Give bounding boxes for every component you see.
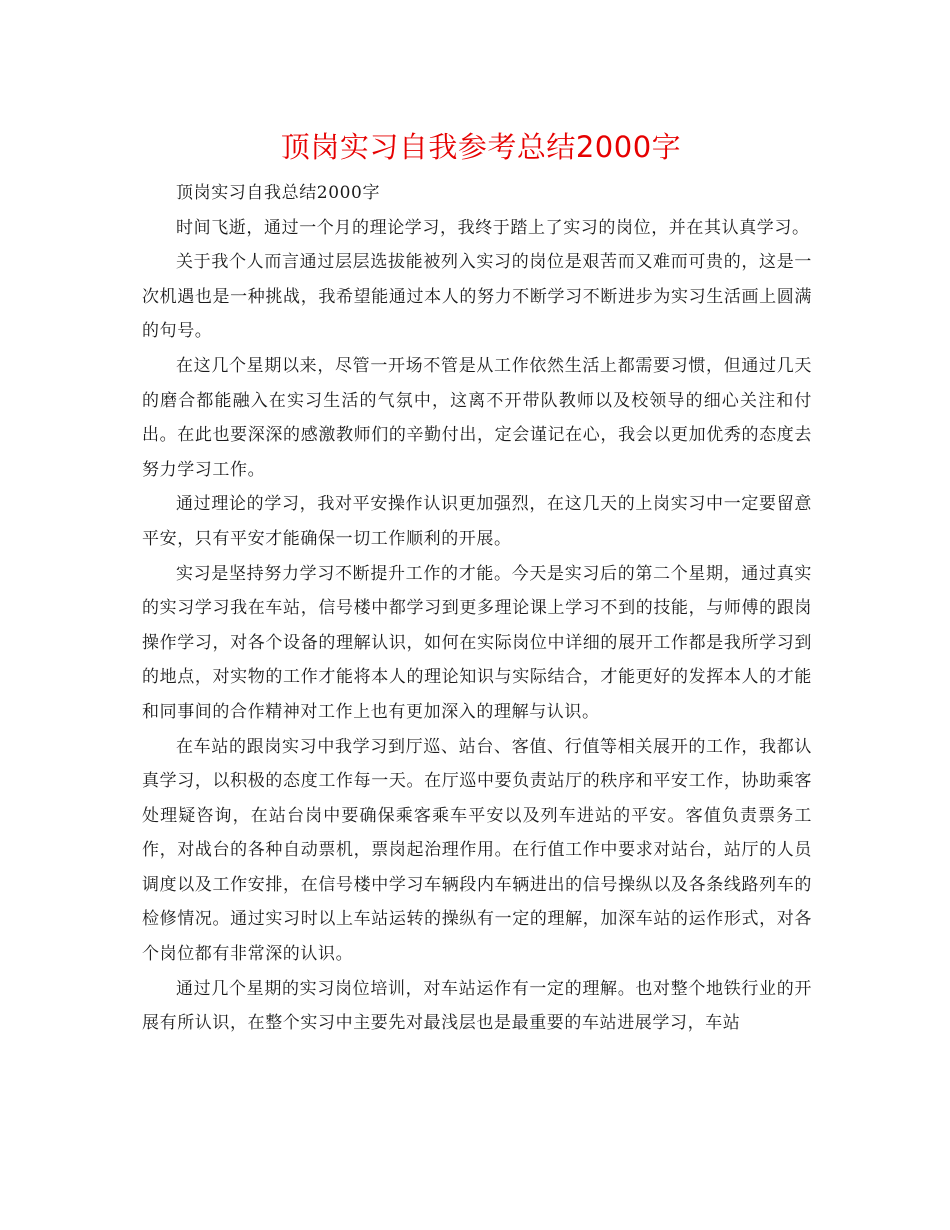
body-paragraph: 时间飞逝，通过一个月的理论学习，我终于踏上了实习的岗位，并在其认真学习。	[176, 217, 810, 238]
body-paragraph: 关于我个人而言通过层层选拔能被列入实习的岗位是艰苦而又难而可贵的，这是一次机遇也是一种挑战，我希望能通过本人的努力不断学习不断进步为实习生活画上圆满的句号。	[142, 252, 812, 342]
document-page	[142, 118, 812, 1041]
body-paragraph: 在车站的跟岗实习中我学习到厅巡、站台、客值、行值等相关展开的工作，我都认真学习，以积极的态度工作每一天。在厅巡中要负责站厅的秩序和平安工作，协助乘客处理疑咨询，在站台岗中要确保乘客乘车平安以及列车进站的平安。客值负责票务工作，对战台的各种自动票机，票岗起治理作用。在行值工作中要求对站台，站厅的人员调度以及工作安排，在信号楼中学习车辆段内车辆进出的信号操纵以及各条线路列车的检修情况。通过实习时以上车站运转的操纵有一定的理解，加深车站的运作形式，对各个岗位都有非常深的认识。	[142, 736, 812, 965]
body-paragraph: 通过理论的学习，我对平安操作认识更加强烈，在这几天的上岗实习中一定要留意平安，只有平安才能确保一切工作顺利的开展。	[142, 494, 812, 549]
subtitle-paragraph: 顶岗实习自我总结2000字	[176, 183, 381, 203]
body-paragraph: 实习是坚持努力学习不断提升工作的才能。今天是实习后的第二个星期，通过真实的实习学习我在车站，信号楼中都学习到更多理论课上学习不到的技能，与师傅的跟岗操作学习，对各个设备的理解认识，如何在实际岗位中详细的展开工作都是我所学习到的地点，对实物的工作才能将本人的理论知识与实际结合，才能更好的发挥本人的才能和同事间的合作精神对工作上也有更加深入的理解与认识。	[142, 563, 812, 722]
body-paragraph: 在这几个星期以来，尽管一开场不管是从工作依然生活上都需要习惯，但通过几天的磨合都能融入在实习生活的气氛中，这离不开带队教师以及校领导的细心关注和付出。在此也要深深的感激教师们的辛勤付出，定会谨记在心，我会以更加优秀的态度去努力学习工作。	[142, 355, 812, 480]
body-paragraph: 通过几个星期的实习岗位培训，对车站运作有一定的理解。也对整个地铁行业的开展有所认识，在整个实习中主要先对最浅层也是最重要的车站进展学习，车站	[142, 978, 812, 1034]
document-title: 顶岗实习自我参考总结2000字	[280, 130, 682, 164]
